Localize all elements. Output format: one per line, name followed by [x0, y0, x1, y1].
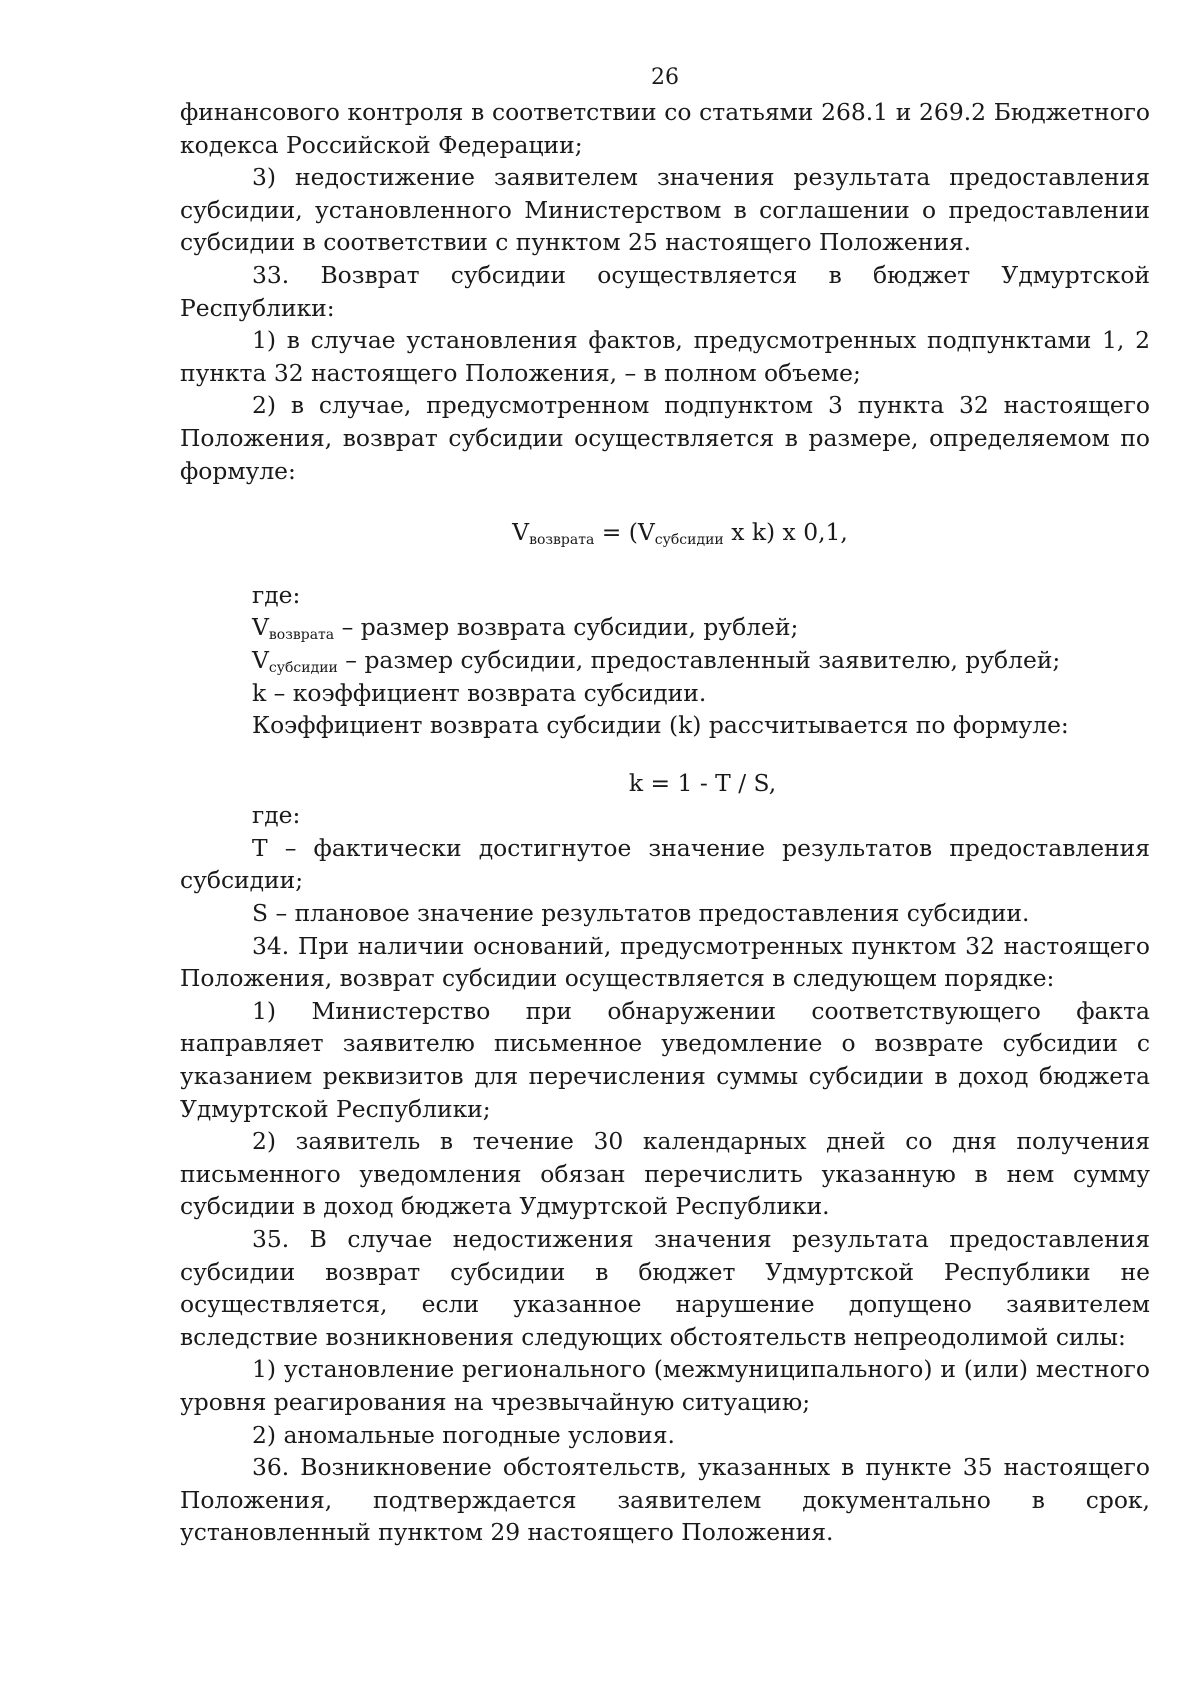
paragraph-33-item-2: 2) в случае, предусмотренном подпунктом 3 пункта 32 настоящего Положения, возврат субсидии осуществляется в размере, определяемом по формуле:: [180, 391, 1150, 485]
page-number: 26: [651, 65, 679, 90]
formula-coefficient: k = 1 - T / S,: [628, 768, 777, 797]
paragraph-coefficient: Коэффициент возврата субсидии (k) рассчитывается по формуле:: [252, 711, 1069, 740]
definition-t: Т – фактически достигнутое значение результатов предоставления субсидии;: [180, 833, 1150, 895]
paragraph-33: 33. Возврат субсидии осуществляется в бюджет Удмуртской Республики:: [180, 260, 1150, 322]
formula-rest: x k) x 0,1,: [723, 518, 848, 547]
def-var-v2: V: [252, 645, 269, 674]
formula-sub-vozvrata: возврата: [529, 532, 595, 549]
document-page: [180, 62, 1150, 1549]
formula-sub-subsidii: субсидии: [654, 532, 724, 549]
where-label-1: где:: [252, 580, 301, 609]
formula-var-v: V: [512, 518, 530, 547]
definition-k: k – коэффициент возврата субсидии.: [252, 678, 707, 707]
paragraph-35-item-2: 2) аномальные погодные условия.: [252, 1420, 675, 1449]
definition-v-vozvrata: [180, 611, 1150, 644]
formula-eq-open: = (V: [594, 518, 655, 547]
definition-v-subsidii: [180, 644, 1150, 677]
paragraph-item-3: 3) недостижение заявителем значения результата предоставления субсидии, установленного Министерством в соглашении о предоставлении субсидии в соответствии с пунктом 25 настоящего Положения.: [180, 163, 1150, 257]
paragraph-34-item-2: 2) заявитель в течение 30 календарных дней со дня получения письменного уведомления обязан перечислить указанную в нем сумму субсидии в доход бюджета Удмуртской Республики.: [180, 1127, 1150, 1221]
paragraph-continuation: финансового контроля в соответствии со статьями 268.1 и 269.2 Бюджетного кодекса Российской Федерации;: [180, 98, 1150, 159]
paragraph-35-item-1: 1) установление регионального (межмуниципального) и (или) местного уровня реагирования на чрезвычайную ситуацию;: [180, 1355, 1150, 1416]
paragraph-36: 36. Возникновение обстоятельств, указанных в пункте 35 настоящего Положения, подтверждается заявителем документально в срок, установленный пунктом 29 настоящего Положения.: [180, 1453, 1150, 1547]
definition-s: S – плановое значение результатов предоставления субсидии.: [252, 899, 1030, 928]
paragraph-35: 35. В случае недостижения значения результата предоставления субсидии возврат субсидии в бюджет Удмуртской Республики не осуществляется, если указанное нарушение допущено заявителем вследствие возникновения следующих обстоятельств непреодолимой силы:: [180, 1225, 1150, 1351]
def-sub-subsidii: субсидии: [268, 659, 338, 676]
paragraph-33-item-1: 1) в случае установления фактов, предусмотренных подпунктами 1, 2 пункта 32 настоящего Положения, – в полном объеме;: [180, 326, 1150, 387]
where-label-2: где:: [252, 801, 301, 830]
paragraph-34: 34. При наличии оснований, предусмотренных пунктом 32 настоящего Положения, возврат субсидии осуществляется в следующем порядке:: [180, 931, 1150, 993]
def-var-v: V: [252, 613, 269, 642]
def-sub-vozvrata: возврата: [268, 627, 335, 644]
def-text-vozvrata: – размер возврата субсидии, рублей;: [334, 613, 799, 642]
paragraph-34-item-1: 1) Министерство при обнаружении соответствующего факта направляет заявителю письменное уведомление о возврате субсидии с указанием реквизитов для перечисления суммы субсидии в доход бюджета Удмуртской Республики;: [180, 996, 1150, 1123]
formula-return-amount: [180, 516, 1150, 549]
def-text-subsidii: – размер субсидии, предоставленный заявителю, рублей;: [337, 645, 1061, 674]
